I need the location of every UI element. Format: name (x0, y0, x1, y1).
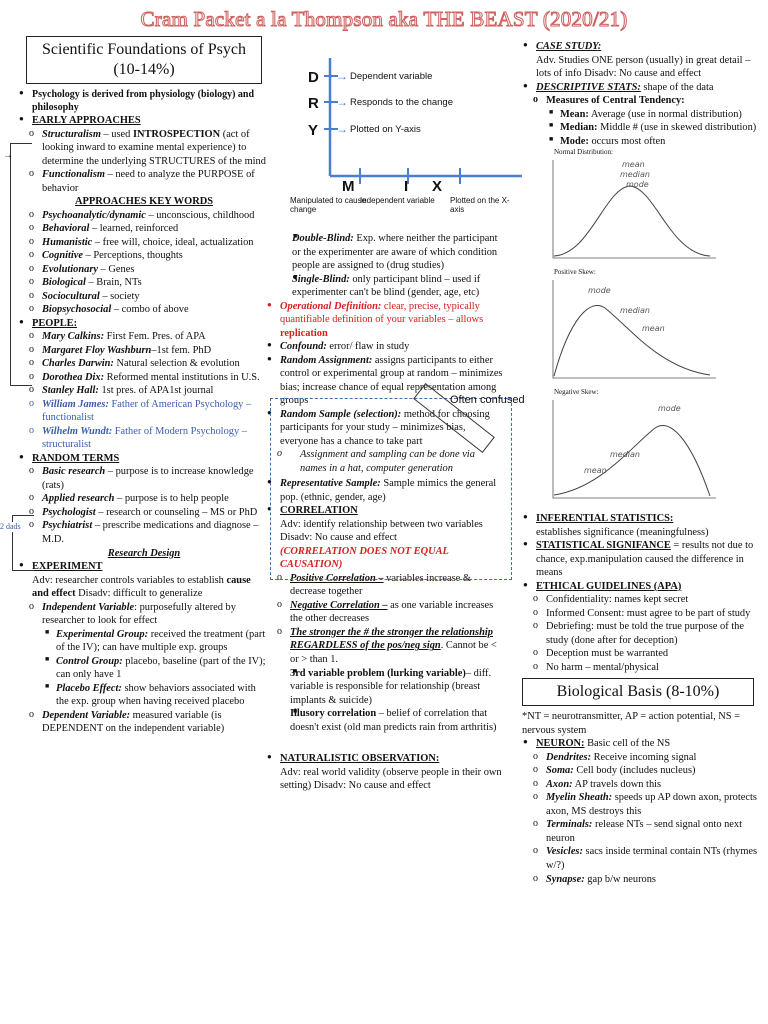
central-tendency-item (522, 135, 760, 149)
def: (act of looking inward to examine mental experience) to determine the underlying STRUCTURES of the mind (42, 128, 266, 167)
term: Biopsychosocial (42, 304, 112, 316)
def: –1st fem. PhD (151, 344, 212, 356)
neuron-part-item (522, 791, 760, 818)
approach-item (18, 236, 270, 250)
def: Cell body (includes nucleus) (573, 765, 696, 777)
introspection: INTROSPECTION (132, 128, 221, 140)
iv-sub-item (18, 628, 270, 655)
column-right (522, 40, 760, 886)
def: error/ flaw in study (326, 341, 410, 353)
dry-label: Dependent variable (350, 71, 433, 82)
section-box-biological-basis: Biological Basis (8-10%) (522, 678, 754, 706)
def: shape of the data (640, 81, 714, 93)
term: Psychoanalytic/dynamic (42, 209, 146, 221)
def: measured variable (is DEPENDENT on the independent variable) (42, 709, 225, 735)
def: Natural selection & evolution (113, 358, 240, 370)
arrow-icon: → (336, 122, 348, 136)
graph-note: mean (584, 466, 607, 476)
naturalistic-def: Adv: real world validity (observe people in their own setting) Disadv: No cause and effect (280, 766, 502, 792)
graph-note: mode (658, 404, 681, 414)
bio-note: *NT = neurotransmitter, AP = action potential, NS = nervous system (522, 711, 741, 736)
random-terms-list (18, 465, 270, 546)
neuron-list (522, 751, 760, 886)
distribution-graph (550, 390, 720, 508)
distribution-graph (550, 150, 720, 268)
approach-item (18, 222, 270, 236)
neuron-part-item (522, 873, 760, 887)
term: Operational Definition: (280, 300, 382, 312)
term: Applied research (42, 493, 115, 505)
iv-sub-item (18, 655, 270, 682)
term: Dendrites: (546, 751, 592, 763)
mix-letter: M (342, 178, 355, 195)
term: Mean: (560, 108, 589, 120)
def: – society (99, 290, 140, 302)
def: only participant blind – used if experimenter can't be blind (gender, age, etc) (292, 273, 481, 299)
operational-definition-item (266, 300, 504, 341)
def: – need to analyze the PURPOSE of behavior (42, 169, 255, 194)
early-approaches-heading: ● EARLY APPROACHES (18, 114, 270, 128)
case-study-def: Adv. Studies ONE person (usually) in great detail – lots of info Disadv: No cause and effect (536, 54, 751, 80)
def: – prescribe medications and diagnose – M.D. (42, 520, 259, 545)
term: Control Group: (56, 655, 123, 667)
term: Placebo Effect: (56, 682, 122, 694)
people-item-james (18, 398, 270, 425)
def: – learned, reinforced (89, 223, 179, 235)
distribution-graphs (522, 150, 760, 508)
random-term-item (18, 492, 270, 506)
graph-label: Normal Distribution: (554, 148, 613, 157)
people-item (18, 371, 270, 385)
term: Functionalism (42, 169, 105, 181)
def: assigns participants to either control or experimental group at random – minimizes bias; increase chance of equal representation among groups (280, 354, 503, 407)
def: – diff. variable is responsible for relationship (breast implants & suicide) (290, 667, 492, 706)
def: Father of American Psychology – functionalist (42, 398, 252, 424)
graph-svg (550, 278, 720, 390)
def: – Genes (98, 263, 135, 275)
def: Disadv: difficult to generalize (75, 588, 203, 600)
term: Structuralism (42, 128, 101, 140)
neuron-part-item (522, 818, 760, 845)
term: Representative Sample: (280, 478, 381, 490)
def: – Perceptions, thoughts (82, 250, 183, 262)
graph-label: Negative Skew: (554, 388, 599, 397)
central-tendency-heading: o Measures of Central Tendency: (522, 94, 760, 108)
def: as one variable increases the other decreases (290, 599, 494, 625)
approach-item (18, 303, 270, 317)
term: Experimental Group: (56, 628, 149, 640)
def: Exp. where neither the participant or the experimenter are aware of which condition people are assigned to (drug studies) (292, 233, 498, 272)
def: method for choosing participants for your study – minimizes bias, everyone has a chance to take part (280, 408, 490, 447)
intro-bullet: ● Psychology is derived from physiology (biology) and philosophy (18, 88, 270, 114)
central-tendency-item (522, 121, 760, 135)
dry-letter: Y (308, 122, 319, 139)
graph-note: mean (622, 160, 645, 170)
term: Basic research (42, 466, 106, 478)
single-blind-item (266, 273, 504, 300)
def: – research or counseling – MS or PhD (95, 506, 258, 518)
def: variables increase & decrease together (290, 572, 471, 598)
inferential-def: establishes significance (meaningfulness) (536, 526, 709, 538)
confound-item (266, 340, 504, 354)
random-term-item (18, 465, 270, 492)
approaches-list (18, 209, 270, 317)
term: Dependent Variable: (42, 709, 131, 721)
def: : purposefully altered by researcher to look for effect (42, 601, 236, 627)
dry-letter: R (308, 95, 319, 112)
def: – purpose is to help people (114, 493, 229, 505)
def: speeds up AP down axon, protects axon, MS destroys this (546, 792, 757, 817)
iv-sub-item (18, 682, 270, 709)
term: Psychiatrist (42, 520, 93, 532)
approach-item (18, 249, 270, 263)
experiment-heading: ● EXPERIMENT (18, 560, 270, 574)
term: Negative Correlation – (290, 599, 388, 611)
cause-and-effect: cause and effect (32, 574, 251, 600)
graph-note: median (610, 450, 640, 460)
people-item (18, 384, 270, 398)
mix-letter: I (404, 178, 409, 195)
term: CASE STUDY (536, 41, 598, 52)
third-variable-item (266, 667, 504, 708)
term: Sociocultural (42, 290, 100, 302)
naturalistic-heading: ● NATURALISTIC OBSERVATION: (266, 752, 504, 766)
correlation-def: Adv: identify relationship between two variables Disadv: No cause and effect (280, 518, 483, 544)
def: – unconscious, childhood (145, 209, 255, 221)
replication: replication (280, 327, 328, 339)
neuron-part-item (522, 751, 760, 765)
mix-label: Manipulated to cause change (290, 196, 367, 215)
graph-note: median (620, 170, 650, 180)
column-left (18, 36, 270, 736)
term: Single-Blind: (292, 273, 350, 285)
term: Median: (560, 122, 598, 134)
term: Behavioral (42, 223, 90, 235)
term: Independent Variable (42, 601, 135, 613)
side-note-dads: 2 dads (0, 522, 21, 531)
term: Charles Darwin: (42, 358, 114, 370)
dry-label: Plotted on Y-axis (350, 124, 421, 135)
def: – belief of correlation that doesn't exist (old man predicts rain from arthritis) (290, 708, 497, 733)
ethics-item: o Debriefing: must be told the true purpose of the study (done after for deception) (522, 620, 760, 647)
people-list (18, 330, 270, 398)
ethics-item: o No harm – mental/physical (522, 661, 760, 675)
significance-item (522, 539, 760, 580)
def: Basic cell of the NS (584, 738, 671, 750)
approaches-keywords-heading: APPROACHES KEY WORDS (75, 196, 213, 208)
neuron-item (522, 737, 760, 751)
def: – purpose is to increase knowledge (rats) (42, 466, 254, 491)
distribution-graph (550, 270, 720, 388)
def: Adv: researcher controls variables to establish (32, 574, 227, 586)
def: placebo, baseline (part of the IV); can only have 1 (56, 655, 266, 681)
central-tendency-list (522, 108, 760, 149)
def: show behaviors associated with the exp. group when having received placebo (56, 682, 256, 708)
people-item (18, 330, 270, 344)
graph-label: Positive Skew: (554, 268, 596, 277)
inferential-heading: ● INFERENTIAL STATISTICS: (522, 512, 760, 526)
term: Random Assignment: (280, 354, 373, 366)
random-terms-heading: ● RANDOM TERMS (18, 452, 270, 466)
def: – combo of above (111, 304, 189, 316)
term: Dorothea Dix: (42, 371, 105, 383)
def: Sample mimics the general pop. (ethnic, gender, age) (280, 478, 497, 503)
term: STATISTICAL SIGNIFANCE (536, 540, 671, 552)
graph-note: mode (588, 286, 611, 296)
illusory-correlation-item (266, 707, 504, 734)
term: Mode: (560, 135, 589, 147)
term: Margaret Floy Washburn (42, 344, 152, 356)
term: Illusory correlation (290, 708, 377, 720)
dry-label: Responds to the change (350, 97, 453, 108)
iv-item (18, 601, 270, 628)
arrow-icon: → (3, 150, 13, 161)
dv-item (18, 709, 270, 736)
term: Evolutionary (42, 263, 99, 275)
structuralism-item (18, 128, 270, 169)
graph-note: mean (642, 324, 665, 334)
mix-label: Plotted on the X-axis (450, 196, 510, 215)
approach-item (18, 290, 270, 304)
people-item (18, 344, 270, 358)
def: Father of Modern Psychology – structuralist (42, 425, 247, 451)
random-term-item (18, 519, 270, 546)
approach-item (18, 263, 270, 277)
descriptive-stats-item (522, 81, 760, 95)
term: Mary Calkins: (42, 331, 105, 343)
def: Reformed mental institutions in U.S. (104, 371, 260, 383)
term: Humanistic (42, 236, 93, 248)
people-heading: ● PEOPLE: (18, 317, 270, 331)
approach-item (18, 276, 270, 290)
def: 1st pres. of APA1st journal (98, 385, 214, 397)
def: sacs inside terminal contain NTs (rhymes w/?) (546, 846, 758, 871)
negative-correlation-item (266, 599, 504, 626)
def: . Cannot be < or > than 1. (290, 640, 497, 665)
stronger-item (266, 626, 504, 667)
research-design-heading: Research Design (107, 547, 181, 559)
functionalism-item (18, 168, 270, 195)
case-study-heading: ● CASE STUDY: (522, 40, 760, 54)
arrow-icon: → (336, 95, 348, 109)
def: Average (use in normal distribution) (588, 108, 742, 120)
random-sample-sub: o Assignment and sampling can be done via names in a hat, computer generation (266, 448, 504, 475)
term: William James: (42, 398, 109, 410)
random-term-item (18, 506, 270, 520)
term: Biological (42, 277, 86, 289)
def: occurs most often (588, 135, 666, 147)
term: Terminals: (546, 819, 593, 831)
term: Stanley Hall: (42, 385, 99, 397)
ethics-item: o Deception must be warranted (522, 647, 760, 661)
term: Wilhelm Wundt: (42, 425, 113, 437)
term: Synapse: (546, 873, 585, 885)
people-item (18, 357, 270, 371)
term: Positive Correlation – (290, 572, 384, 584)
term: Myelin Sheath: (546, 792, 613, 804)
term: Axon: (546, 778, 573, 790)
term: Vesicles: (546, 846, 583, 858)
mix-letter: X (432, 178, 443, 195)
term: NEURON: (536, 738, 585, 750)
def: = results not due to chance, exp.manipulation caused the difference in means (536, 540, 754, 579)
iv-sub-list (18, 628, 270, 709)
correlation-warning: (CORRELATION DOES NOT EQUAL CAUSATION) (280, 545, 449, 571)
neuron-part-item (522, 764, 760, 778)
term: Soma: (546, 765, 574, 777)
neuron-part-item (522, 778, 760, 792)
graph-note: median (620, 306, 650, 316)
mix-label: Independent variable (360, 196, 435, 205)
arrow-icon: → (336, 69, 348, 83)
def: AP travels down this (572, 778, 662, 790)
def: Receive incoming signal (591, 751, 697, 763)
def: clear, precise, typically quantifiable definition of your variables – allows (280, 300, 484, 326)
neuron-part-item (522, 845, 760, 872)
def: received the treatment (part of the IV); can have multiple exp. groups (56, 628, 266, 654)
term: Cognitive (42, 250, 83, 262)
term: 3rd variable problem (lurking variable) (290, 667, 466, 679)
term: The stronger the # the stronger the relationship REGARDLESS of the pos/neg sign (290, 626, 493, 652)
bracket-structuralism (10, 143, 32, 386)
ethics-item: o Informed Consent: must agree to be part of study (522, 607, 760, 621)
def: First Fem. Pres. of APA (104, 331, 206, 343)
def: – used (100, 128, 133, 140)
double-blind-item (266, 232, 504, 273)
ethics-item: o Confidentiality: names kept secret (522, 593, 760, 607)
def: Middle # (use in skewed distribution) (597, 122, 757, 134)
often-confused-note: Often confused (450, 394, 525, 406)
graph-note: mode (626, 180, 649, 190)
def: gap b/w neurons (584, 873, 656, 885)
ethics-list (522, 593, 760, 674)
def: – Brain, NTs (85, 277, 142, 289)
def: – free will, choice, ideal, actualization (92, 236, 254, 248)
people-item-wundt (18, 425, 270, 452)
def: release NTs – send signal onto next neuron (546, 819, 743, 844)
dry-letter: D (308, 69, 319, 86)
term: Confound: (280, 341, 327, 353)
term: Psychologist (42, 506, 96, 518)
term: Random Sample (selection): (280, 408, 402, 420)
correlation-heading: ● CORRELATION (266, 504, 504, 518)
section-box-scientific-foundations: Scientific Foundations of Psych (10-14%) (26, 36, 262, 84)
term: Double-Blind: (292, 233, 354, 244)
ethics-heading: ● ETHICAL GUIDELINES (APA) (522, 580, 760, 594)
term: DESCRIPTIVE STATS: (536, 81, 641, 93)
experiment-def (18, 574, 270, 601)
approach-item (18, 209, 270, 223)
page-title: Cram Packet a la Thompson aka THE BEAST (2020/21) (140, 7, 628, 31)
dry-mix-diagram (290, 58, 522, 226)
central-tendency-item (522, 108, 760, 122)
